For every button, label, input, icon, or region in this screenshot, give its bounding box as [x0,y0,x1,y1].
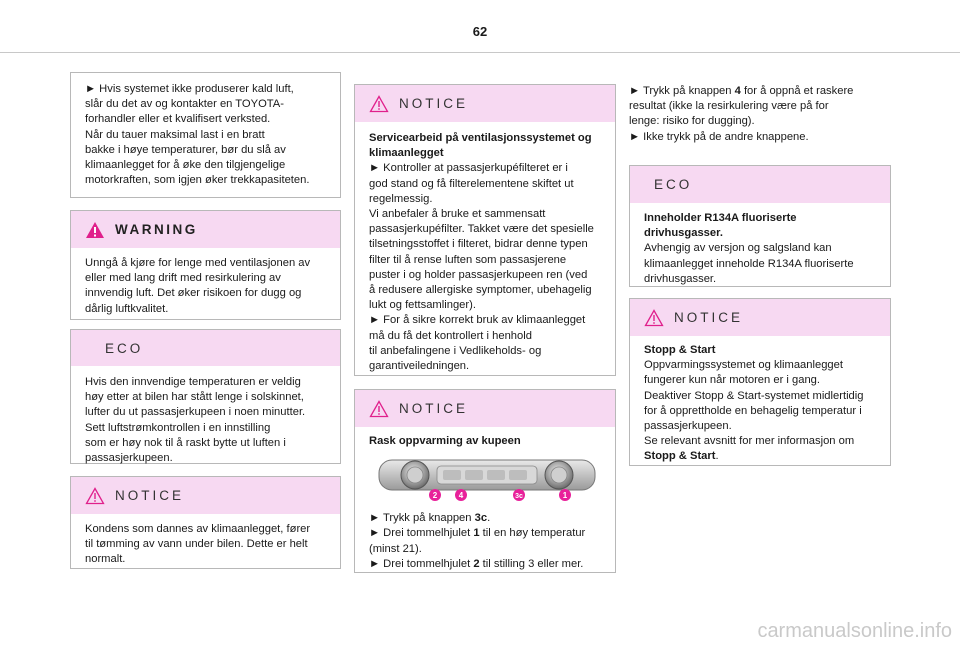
notice-icon [369,400,389,418]
col3-notice-header [630,299,890,336]
intro-line: Når du tauer maksimal last i en bratt [85,128,265,141]
col3-eco-title: ECO [654,177,693,192]
service-line: garantiveiledningen. [369,360,470,373]
service-line: god stand og få filterelementene skiftet ut [369,177,574,190]
notice-icon [369,95,389,113]
notice-box [70,476,341,569]
service-notice-header [355,85,615,122]
callout-4 [455,489,467,501]
notice-line: normalt. [85,553,126,566]
col3-notice-box [629,298,891,466]
notice-line: til tømming av vann under bilen. Dette er helt [85,538,308,551]
heating-notice-box [354,389,616,573]
notice-icon [644,309,664,327]
service-line: ► For å sikre korrekt bruk av klimaanlegget [369,314,586,327]
eco-title: ECO [105,340,144,356]
callout-1 [559,489,571,501]
service-line: puster i og holder passasjerkupeen ren (ved [369,268,588,281]
col3-notice-heading: Stopp & Start [644,344,716,356]
col3-notice-title: NOTICE [674,310,744,325]
eco-box [70,329,341,464]
eco-line: høy etter at bilen har stått lenge i solskinnet, [85,391,304,404]
service-heading: klimaanlegget [369,147,444,160]
intro-line: klimaanlegget for å øke den tilgjengelige [85,159,286,172]
col3-notice-line: fungerer kun når motoren er i gang. [644,374,820,387]
col3-notice-last-line: Stopp & Start. [644,450,719,463]
intro-line: slår du det av og kontakter en TOYOTA- [85,98,284,111]
col3-eco-header [630,166,890,203]
heating-step-3: ► Drei tommelhjulet 2 til stilling 3 eller mer. [369,557,584,570]
notice-title: NOTICE [115,488,185,503]
callout-label: 2 [432,491,438,501]
intro-line: bakke i høye temperaturer, bør du slå av [85,143,286,156]
col3-eco-heading: Inneholder R134A fluoriserte [644,212,797,224]
col3-notice-line: passasjerkupeen. [644,420,732,433]
callout-label: 1 [562,491,568,501]
col3-intro [629,84,891,145]
callout-label: 3c [515,493,523,501]
heating-step-2: ► Drei tommelhjulet 1 til en høy temperatur [369,527,586,540]
warning-box [70,210,341,320]
watermark: carmanualsonline.info [757,620,952,642]
col1-intro-box [70,72,341,198]
heating-notice-title: NOTICE [399,401,469,416]
service-line: regelmessig. [369,192,433,205]
col3-intro-line: ► Ikke trykk på de andre knappene. [629,130,809,143]
col3-eco-line: drivhusgasser. [644,272,717,285]
warning-title: WARNING [115,222,198,237]
eco-line: passasjerkupeen. [85,452,173,465]
service-line: tilsetningsstoffet i filteret, bidrar denne typen [369,238,588,251]
intro-line: forhandler eller et kvalifisert verksted. [85,113,271,126]
warning-icon [85,221,105,239]
service-notice-title: NOTICE [399,96,469,111]
eco-line: lufter du ut passasjerkupeen i noen minutter. [85,406,306,419]
col3-eco-line: Avhengig av versjon og salgsland kan [644,242,832,255]
col3-notice-line: Se relevant avsnitt for mer informasjon om [644,435,855,448]
heating-notice-header [355,390,615,427]
heating-step-2-cont: (minst 21). [369,542,422,555]
service-line: passasjerkupéfilter. Takket være det spesielle [369,223,594,236]
service-heading: Servicearbeid på ventilasjonssystemet og [369,132,592,144]
callout-3c [513,489,525,501]
service-line: å redusere allergiske symptomer, ubehagelig [369,284,592,297]
warning-line: eller med lang drift med resirkulering av [85,272,281,285]
intro-line: motorkraften, som igjen øker trekkapasiteten. [85,174,310,187]
climate-panel-illustration [369,453,605,505]
col3-notice-line: Oppvarmingssystemet og klimaanlegget [644,359,843,372]
page-number: 62 [472,24,488,39]
service-line: filter til å rense luften som passasjerene [369,253,567,266]
eco-line: Sett luftstrømkontrollen i en innstilling [85,421,271,434]
col3-intro-line: lenge: risiko for dugging). [629,115,755,128]
col3-notice-line: for å opprettholde en behagelig temperatur i [644,404,862,417]
col3-intro-line: resultat (ikke la resirkulering være på for [629,100,829,113]
service-notice-box [354,84,616,376]
service-line: ► Kontroller at passasjerkupéfilteret er i [369,162,568,175]
col3-eco-line: klimaanlegget inneholde R134A fluoriserte [644,257,854,270]
warning-line: innvendig luft. Det øker risikoen for dugg og [85,287,302,300]
col3-eco-heading: drivhusgasser. [644,227,723,240]
col3-intro-line: ► Trykk på knappen 4 for å oppnå et raskere [629,85,854,97]
notice-icon [85,487,105,505]
header-rule [0,52,960,53]
service-line: lukt og fettsamlinger). [369,299,476,312]
service-line: Vi anbefaler å bruke et sammensatt [369,208,546,221]
intro-line: ► Hvis systemet ikke produserer kald luft, [85,83,294,95]
notice-header [71,477,340,514]
callout-2 [429,489,441,501]
col3-eco-box [629,165,891,287]
warning-line: dårlig luftkvalitet. [85,302,169,315]
service-line: til anbefalingene i Vedlikeholds- og [369,344,542,357]
warning-line: Unngå å kjøre for lenge med ventilasjonen av [85,257,311,269]
eco-line: som er høy nok til å raskt bytte ut luften i [85,436,286,449]
heating-heading: Rask oppvarming av kupeen [369,435,521,447]
eco-line: Hvis den innvendige temperaturen er veldig [85,376,301,388]
warning-header [71,211,340,248]
callout-label: 4 [458,491,464,501]
col3-notice-line: Deaktiver Stopp & Start-systemet midlertidig [644,389,864,402]
eco-header [71,330,340,366]
notice-line: Kondens som dannes av klimaanlegget, fører [85,523,311,535]
heating-step-1: ► Trykk på knappen 3c. [369,512,491,525]
service-line: må du få det kontrollert i henhold [369,329,532,342]
